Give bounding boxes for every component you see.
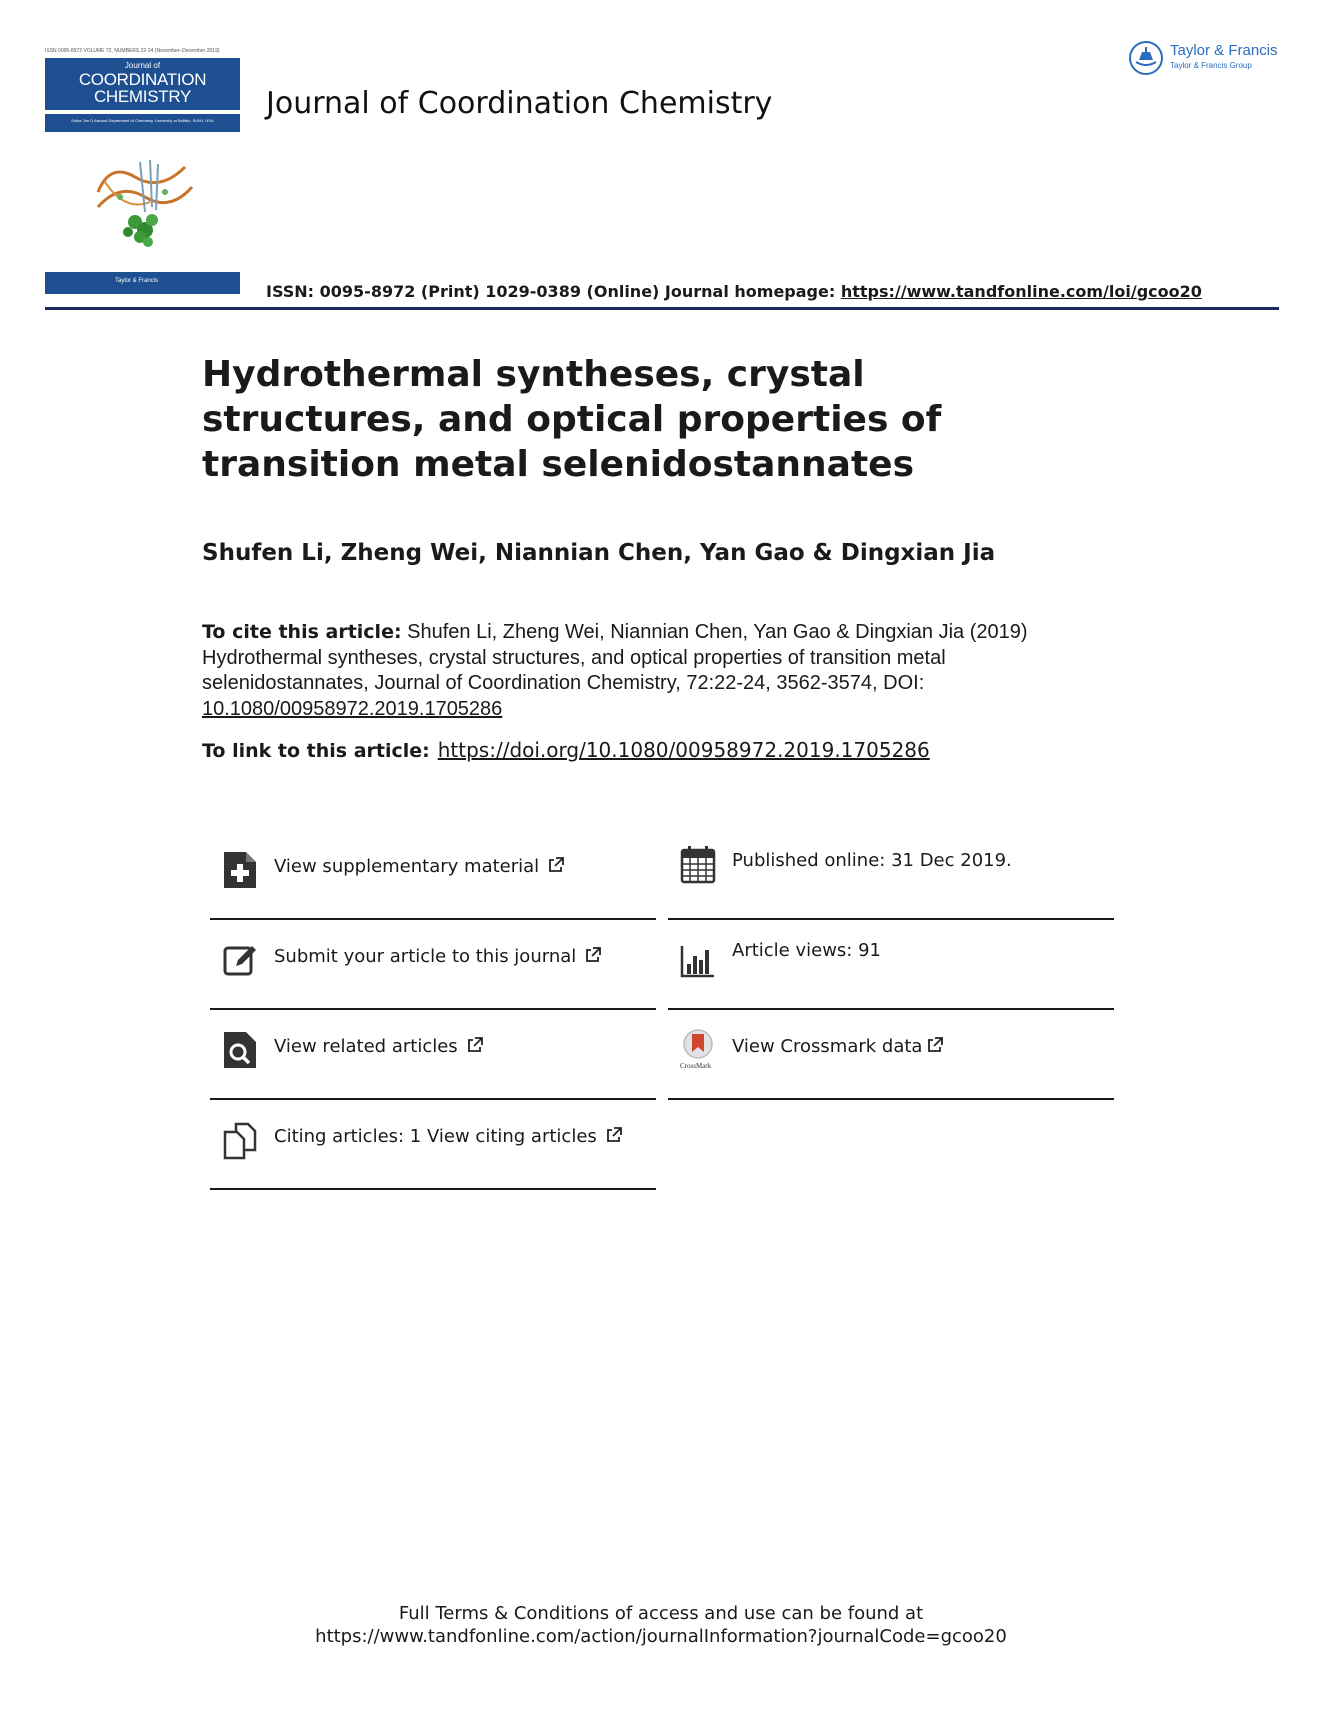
copy-documents-icon xyxy=(222,1120,258,1160)
publisher-logo xyxy=(1128,38,1288,78)
published-online-info xyxy=(668,828,1114,918)
link-label: To link to this article: xyxy=(202,740,430,762)
related-label: View related articles xyxy=(274,1036,484,1057)
external-link-icon xyxy=(926,1036,944,1054)
external-link-icon xyxy=(605,1126,623,1144)
file-plus-icon xyxy=(222,850,258,890)
divider xyxy=(668,1098,1114,1100)
submit-article-link[interactable] xyxy=(210,918,656,1008)
citing-articles-link[interactable] xyxy=(210,1098,656,1188)
issn-line xyxy=(266,282,1202,301)
related-articles-link[interactable] xyxy=(210,1008,656,1098)
crossmark-label: View Crossmark data xyxy=(732,1036,944,1057)
cover-molecule-illustration xyxy=(90,152,200,252)
external-link-icon xyxy=(547,856,565,874)
publisher-group: Taylor & Francis Group xyxy=(1170,61,1252,70)
citing-label: Citing articles: 1 View citing articles xyxy=(274,1126,623,1147)
issn-text: ISSN: 0095-8972 (Print) 1029-0389 (Online) Journal homepage: xyxy=(266,282,841,301)
cover-issn-text: ISSN 0095-8972 VOLUME 72, NUMBERS 22-24 (November–December 2019) xyxy=(45,48,220,54)
header-divider xyxy=(45,307,1279,310)
external-link-icon xyxy=(584,946,602,964)
divider xyxy=(210,1188,656,1190)
terms-url-link[interactable]: https://www.tandfonline.com/action/journalInformation?journalCode=gcoo20 xyxy=(315,1626,1007,1647)
journal-name: Journal of Coordination Chemistry xyxy=(266,86,773,121)
cover-big-title-2: CHEMISTRY xyxy=(93,87,192,106)
cover-big-title-1: COORDINATION xyxy=(78,70,207,89)
article-views-info xyxy=(668,918,1114,1008)
crossmark-badge-text: CrossMark xyxy=(680,1062,712,1070)
file-search-icon xyxy=(222,1030,258,1070)
citation-block xyxy=(202,620,1082,722)
cite-label: To cite this article: xyxy=(202,621,402,643)
bar-chart-icon xyxy=(680,940,716,980)
published-label: Published online: 31 Dec 2019. xyxy=(732,850,1012,871)
article-doi-link[interactable]: https://doi.org/10.1080/00958972.2019.1705286 xyxy=(437,738,930,762)
crossmark-link[interactable] xyxy=(668,1008,1114,1098)
terms-line-1: Full Terms & Conditions of access and use can be found at xyxy=(398,1603,924,1624)
cover-small-title: Journal of xyxy=(124,61,161,70)
cite-doi-link[interactable]: 10.1080/00958972.2019.1705286 xyxy=(202,697,503,720)
submit-label: Submit your article to this journal xyxy=(274,946,602,967)
views-label: Article views: 91 xyxy=(732,940,881,961)
calendar-icon xyxy=(680,844,716,884)
cover-editor-strip: Editor Jim D Atwood Department of Chemistry, University at Buffalo, SUNY, USA xyxy=(45,114,240,132)
external-link-icon xyxy=(466,1036,484,1054)
supplementary-label: View supplementary material xyxy=(274,856,565,877)
terms-footer xyxy=(0,1602,1322,1648)
supplementary-material-link[interactable] xyxy=(210,828,656,918)
edit-icon xyxy=(222,940,258,980)
cover-publisher-band: Taylor & Francis xyxy=(45,272,240,294)
article-title: Hydrothermal syntheses, crystal structures, and optical properties of transition metal selenidostannates xyxy=(202,354,942,485)
journal-cover xyxy=(45,48,240,294)
article-authors: Shufen Li, Zheng Wei, Niannian Chen, Yan Gao & Dingxian Jia xyxy=(202,540,996,566)
journal-homepage-link[interactable]: https://www.tandfonline.com/loi/gcoo20 xyxy=(840,282,1202,301)
taylor-francis-icon xyxy=(1128,40,1164,76)
publisher-name: Taylor & Francis xyxy=(1170,42,1278,59)
article-link-line xyxy=(202,738,930,762)
cover-title-block xyxy=(45,58,240,110)
cite-text: Shufen Li, Zheng Wei, Niannian Chen, Yan Gao & Dingxian Jia (2019) Hydrothermal syntheses, crystal structures, and optical properties of transition metal selenidostannates, Journal of Coordination Chemistry, 72:22-24, 3562-3574, DOI: xyxy=(202,621,1028,694)
